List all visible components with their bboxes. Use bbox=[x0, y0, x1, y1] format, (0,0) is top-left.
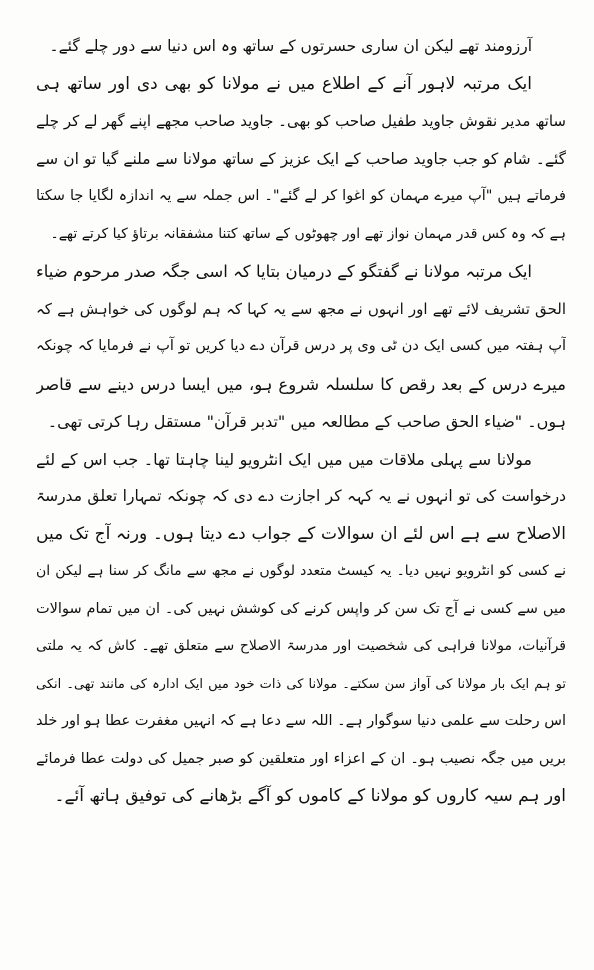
text-line: اور ہم سیہ کاروں کو مولانا کے کاموں کو آگے بڑھانے کی توفیق ہاتھ آئے۔ bbox=[54, 786, 566, 806]
text-line: ساتھ مدیر نقوش جاوید طفیل صاحب کو بھی۔ جاوید صاحب مجھے اپنے گھر لے کر چلے bbox=[36, 112, 566, 130]
text-line: مولانا سے پہلی ملاقات میں میں ایک انٹرویو لینا چاہتا تھا۔ جب اس کے لئے bbox=[36, 449, 532, 469]
text-line: فرماتے ہیں "آپ میرے مہمان کو اغوا کر لے گئے"۔ اس جملہ سے یہ اندازہ لگایا جا سکتا bbox=[36, 188, 566, 204]
urdu-text-block bbox=[36, 28, 566, 816]
text-line: نے کسی کو انٹرویو نہیں دیا۔ یہ کیسٹ متعدد لوگوں نے مجھ سے مانگ کر سنا ہے لیکن ان bbox=[36, 563, 566, 579]
text-line: آرزومند تھے لیکن ان ساری حسرتوں کے ساتھ وہ اس دنیا سے دور چلے گئے۔ bbox=[49, 37, 532, 55]
text-line: ہے کہ وہ کس قدر مہمان نواز تھے اور چھوٹوں کے ساتھ کتنا مشفقانہ برتاؤ کیا کرتے تھے۔ bbox=[50, 225, 566, 242]
text-line: ایک مرتبہ لاہور آنے کے اطلاع میں نے مولانا کو بھی دی اور ساتھ ہی bbox=[36, 73, 532, 94]
text-line: بریں میں جگہ نصیب ہو۔ ان کے اعزاء اور متعلقین کو صبر جمیل کی دولت عطا فرمائے bbox=[36, 750, 566, 767]
text-line: میں سے کسی نے آج تک سن کر واپس کرنے کی کوشش نہیں کی۔ ان میں تمام سوالات bbox=[36, 600, 566, 617]
text-line: ایک مرتبہ مولانا نے گفتگو کے درمیان بتایا کہ اسی جگہ صدر مرحوم ضیاء bbox=[36, 262, 532, 281]
text-line: آپ ہفتہ میں کسی ایک دن ٹی وی پر درس قرآن دے دیا کریں تو آپ نے فرمایا کہ چونکہ bbox=[36, 338, 566, 354]
text-line: اس رحلت سے علمی دنیا سوگوار ہے۔ اللہ سے دعا ہے کہ انہیں مغفرت عطا ہو اور خلد bbox=[36, 713, 566, 729]
text-line: گئے۔ شام کو جب جاوید صاحب کے ایک عزیز کے ساتھ مولانا سے ملنے گیا تو ان سے bbox=[36, 149, 566, 168]
text-line: میرے درس کے بعد رقص کا سلسلہ شروع ہو، میں ایسا درس دینے سے قاصر bbox=[36, 374, 566, 394]
text-line: الاصلاح سے ہے اس لئے ان سوالات کے جواب دے دیتا ہوں۔ ورنہ آج تک میں bbox=[36, 523, 566, 544]
text-line: قرآنیات، مولانا فراہی کی شخصیت اور مدرسۃ الاصلاح سے متعلق تھے۔ کاش کہ یہ ملتی bbox=[36, 638, 566, 654]
text-line: ہوں۔ "ضیاء الحق صاحب کے مطالعہ میں "تدبر قرآن" مستقل رہا کرتی تھی۔ bbox=[47, 412, 566, 431]
text-line: تو ہم ایک بار مولانا کی آواز سن سکتے۔ مولانا کی ذات خود میں ایک ادارہ کی مانند تھی۔ انکی bbox=[36, 676, 566, 692]
text-line: الحق تشریف لائے تھے اور انہوں نے مجھ سے یہ کہا کہ ہم لوگوں کی خواہش ہے کہ bbox=[36, 299, 566, 318]
text-line: درخواست کی تو انہوں نے یہ کہہ کر اجازت دے دی کہ چونکہ تمہارا تعلق مدرسۃ bbox=[36, 487, 566, 505]
